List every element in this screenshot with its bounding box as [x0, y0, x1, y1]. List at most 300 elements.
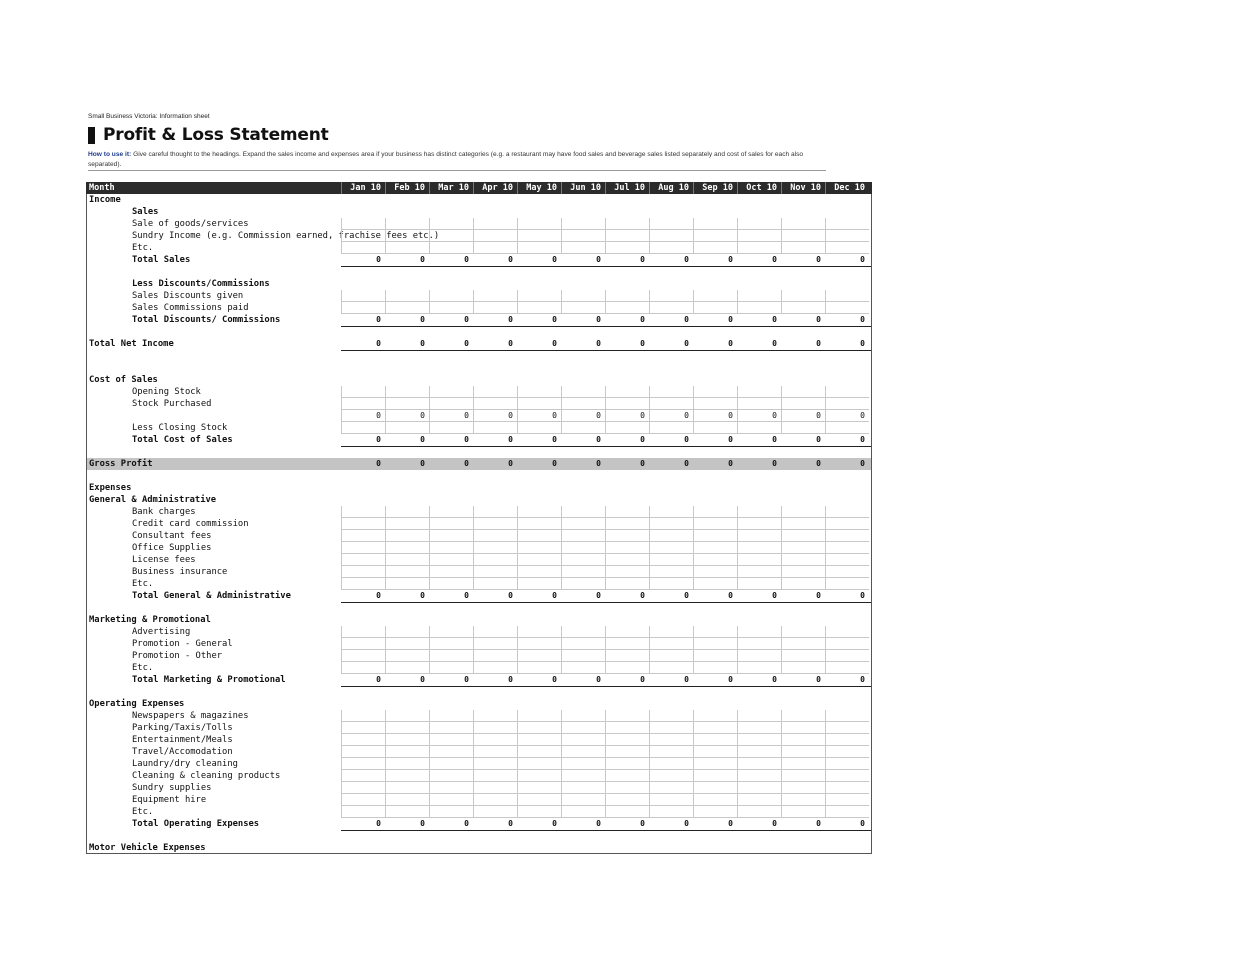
month-cell[interactable]: [561, 710, 605, 722]
month-cell[interactable]: [429, 230, 473, 242]
month-cell[interactable]: [517, 770, 561, 782]
month-cell[interactable]: [473, 518, 517, 530]
month-cell[interactable]: [737, 506, 781, 518]
month-cell[interactable]: [781, 794, 825, 806]
month-cell[interactable]: [649, 218, 693, 230]
month-cell[interactable]: [341, 242, 385, 254]
month-cell[interactable]: [473, 290, 517, 302]
month-cell[interactable]: [561, 578, 605, 590]
month-cell[interactable]: [649, 806, 693, 818]
month-cell[interactable]: [561, 734, 605, 746]
month-cell[interactable]: [517, 302, 561, 314]
month-cell[interactable]: [693, 230, 737, 242]
month-cell[interactable]: [605, 422, 649, 434]
month-cell[interactable]: [341, 734, 385, 746]
month-cell[interactable]: [429, 302, 473, 314]
month-cell[interactable]: [825, 290, 869, 302]
month-cell[interactable]: [385, 746, 429, 758]
month-cell[interactable]: [341, 710, 385, 722]
month-cell[interactable]: [693, 578, 737, 590]
month-cell[interactable]: [825, 578, 869, 590]
month-cell[interactable]: [825, 626, 869, 638]
month-cell[interactable]: [517, 530, 561, 542]
month-cell[interactable]: [737, 566, 781, 578]
month-cell[interactable]: [517, 542, 561, 554]
month-cell[interactable]: [693, 554, 737, 566]
month-cell[interactable]: [517, 230, 561, 242]
month-cell[interactable]: [825, 806, 869, 818]
month-cell[interactable]: [561, 806, 605, 818]
month-cell[interactable]: [693, 530, 737, 542]
month-cell[interactable]: [517, 710, 561, 722]
month-cell[interactable]: [649, 398, 693, 410]
month-cell[interactable]: [737, 782, 781, 794]
month-cell[interactable]: [473, 422, 517, 434]
month-cell[interactable]: [693, 746, 737, 758]
month-cell[interactable]: [649, 542, 693, 554]
month-cell[interactable]: [605, 782, 649, 794]
month-cell[interactable]: [385, 710, 429, 722]
month-cell[interactable]: [737, 542, 781, 554]
month-cell[interactable]: [693, 518, 737, 530]
month-cell[interactable]: [429, 530, 473, 542]
month-cell[interactable]: [473, 626, 517, 638]
month-cell[interactable]: [429, 770, 473, 782]
month-cell[interactable]: [385, 662, 429, 674]
month-cell[interactable]: [385, 782, 429, 794]
month-cell[interactable]: [605, 770, 649, 782]
month-cell[interactable]: [473, 794, 517, 806]
month-cell[interactable]: [605, 650, 649, 662]
month-cell[interactable]: [429, 626, 473, 638]
month-cell[interactable]: [605, 230, 649, 242]
month-cell[interactable]: [385, 806, 429, 818]
month-cell[interactable]: [693, 398, 737, 410]
month-cell[interactable]: [781, 398, 825, 410]
month-cell[interactable]: [737, 758, 781, 770]
month-cell[interactable]: [605, 242, 649, 254]
month-cell[interactable]: [341, 782, 385, 794]
month-cell[interactable]: [737, 770, 781, 782]
month-cell[interactable]: [561, 650, 605, 662]
month-cell[interactable]: [605, 530, 649, 542]
month-cell[interactable]: [561, 626, 605, 638]
month-cell[interactable]: [737, 302, 781, 314]
month-cell[interactable]: [341, 302, 385, 314]
month-cell[interactable]: [825, 734, 869, 746]
month-cell[interactable]: [737, 734, 781, 746]
month-cell[interactable]: [429, 506, 473, 518]
month-cell[interactable]: [649, 554, 693, 566]
month-cell[interactable]: [649, 386, 693, 398]
month-cell[interactable]: [693, 422, 737, 434]
month-cell[interactable]: [473, 242, 517, 254]
month-cell[interactable]: [385, 518, 429, 530]
month-cell[interactable]: [649, 734, 693, 746]
month-cell[interactable]: [737, 578, 781, 590]
month-cell[interactable]: [649, 650, 693, 662]
month-cell[interactable]: [385, 218, 429, 230]
month-cell[interactable]: [385, 542, 429, 554]
month-cell[interactable]: [473, 302, 517, 314]
month-cell[interactable]: [825, 242, 869, 254]
month-cell[interactable]: [385, 758, 429, 770]
month-cell[interactable]: [605, 626, 649, 638]
month-cell[interactable]: [341, 770, 385, 782]
month-cell[interactable]: [517, 626, 561, 638]
month-cell[interactable]: [781, 242, 825, 254]
month-cell[interactable]: [473, 530, 517, 542]
month-cell[interactable]: [825, 218, 869, 230]
month-cell[interactable]: [781, 542, 825, 554]
month-cell[interactable]: [341, 722, 385, 734]
month-cell[interactable]: [649, 626, 693, 638]
month-cell[interactable]: [517, 806, 561, 818]
month-cell[interactable]: [341, 794, 385, 806]
month-cell[interactable]: [825, 770, 869, 782]
month-cell[interactable]: [781, 422, 825, 434]
month-cell[interactable]: [693, 506, 737, 518]
month-cell[interactable]: [825, 650, 869, 662]
month-cell[interactable]: [649, 758, 693, 770]
month-cell[interactable]: [825, 746, 869, 758]
month-cell[interactable]: [605, 398, 649, 410]
month-cell[interactable]: [649, 530, 693, 542]
month-cell[interactable]: [737, 710, 781, 722]
month-cell[interactable]: [561, 722, 605, 734]
month-cell[interactable]: [737, 398, 781, 410]
month-cell[interactable]: [517, 746, 561, 758]
month-cell[interactable]: [561, 794, 605, 806]
month-cell[interactable]: [825, 530, 869, 542]
month-cell[interactable]: [473, 638, 517, 650]
month-cell[interactable]: [693, 710, 737, 722]
month-cell[interactable]: [429, 722, 473, 734]
month-cell[interactable]: [429, 710, 473, 722]
month-cell[interactable]: [385, 770, 429, 782]
month-cell[interactable]: [517, 566, 561, 578]
month-cell[interactable]: [429, 242, 473, 254]
month-cell[interactable]: [561, 218, 605, 230]
month-cell[interactable]: [385, 230, 429, 242]
month-cell[interactable]: [385, 566, 429, 578]
month-cell[interactable]: [473, 770, 517, 782]
month-cell[interactable]: [825, 782, 869, 794]
month-cell[interactable]: [341, 758, 385, 770]
month-cell[interactable]: [429, 806, 473, 818]
month-cell[interactable]: [429, 782, 473, 794]
month-cell[interactable]: [561, 662, 605, 674]
month-cell[interactable]: [781, 554, 825, 566]
month-cell[interactable]: [649, 794, 693, 806]
month-cell[interactable]: [429, 662, 473, 674]
month-cell[interactable]: [429, 734, 473, 746]
month-cell[interactable]: [429, 542, 473, 554]
month-cell[interactable]: [517, 218, 561, 230]
month-cell[interactable]: [825, 542, 869, 554]
month-cell[interactable]: [429, 578, 473, 590]
month-cell[interactable]: [649, 782, 693, 794]
month-cell[interactable]: [429, 422, 473, 434]
month-cell[interactable]: [341, 806, 385, 818]
month-cell[interactable]: [781, 578, 825, 590]
month-cell[interactable]: [473, 806, 517, 818]
month-cell[interactable]: [341, 542, 385, 554]
month-cell[interactable]: [693, 782, 737, 794]
month-cell[interactable]: [693, 662, 737, 674]
month-cell[interactable]: [385, 578, 429, 590]
month-cell[interactable]: [517, 290, 561, 302]
month-cell[interactable]: [385, 734, 429, 746]
month-cell[interactable]: [649, 506, 693, 518]
month-cell[interactable]: [561, 398, 605, 410]
month-cell[interactable]: [693, 806, 737, 818]
month-cell[interactable]: [781, 290, 825, 302]
month-cell[interactable]: [737, 554, 781, 566]
month-cell[interactable]: [649, 302, 693, 314]
month-cell[interactable]: [429, 566, 473, 578]
month-cell[interactable]: [473, 722, 517, 734]
month-cell[interactable]: [605, 794, 649, 806]
month-cell[interactable]: [825, 722, 869, 734]
month-cell[interactable]: [473, 386, 517, 398]
month-cell[interactable]: [649, 770, 693, 782]
month-cell[interactable]: [781, 662, 825, 674]
month-cell[interactable]: [649, 578, 693, 590]
month-cell[interactable]: [341, 218, 385, 230]
month-cell[interactable]: [561, 422, 605, 434]
month-cell[interactable]: [605, 710, 649, 722]
month-cell[interactable]: [341, 386, 385, 398]
month-cell[interactable]: [825, 422, 869, 434]
month-cell[interactable]: [781, 710, 825, 722]
month-cell[interactable]: [825, 302, 869, 314]
month-cell[interactable]: [781, 302, 825, 314]
month-cell[interactable]: [561, 506, 605, 518]
month-cell[interactable]: [649, 518, 693, 530]
month-cell[interactable]: [649, 290, 693, 302]
month-cell[interactable]: [429, 398, 473, 410]
month-cell[interactable]: [825, 506, 869, 518]
month-cell[interactable]: [341, 530, 385, 542]
month-cell[interactable]: [341, 650, 385, 662]
month-cell[interactable]: [649, 638, 693, 650]
month-cell[interactable]: [429, 554, 473, 566]
month-cell[interactable]: [429, 758, 473, 770]
month-cell[interactable]: [473, 554, 517, 566]
month-cell[interactable]: [781, 230, 825, 242]
month-cell[interactable]: [737, 218, 781, 230]
month-cell[interactable]: [605, 662, 649, 674]
month-cell[interactable]: [825, 230, 869, 242]
month-cell[interactable]: [473, 746, 517, 758]
month-cell[interactable]: [737, 386, 781, 398]
month-cell[interactable]: [341, 662, 385, 674]
month-cell[interactable]: [605, 578, 649, 590]
month-cell[interactable]: [517, 422, 561, 434]
month-cell[interactable]: [825, 398, 869, 410]
month-cell[interactable]: [693, 566, 737, 578]
month-cell[interactable]: [517, 638, 561, 650]
month-cell[interactable]: [737, 746, 781, 758]
month-cell[interactable]: [429, 518, 473, 530]
month-cell[interactable]: [693, 770, 737, 782]
month-cell[interactable]: [693, 650, 737, 662]
month-cell[interactable]: [737, 638, 781, 650]
month-cell[interactable]: [341, 554, 385, 566]
month-cell[interactable]: [385, 242, 429, 254]
month-cell[interactable]: [473, 566, 517, 578]
month-cell[interactable]: [605, 734, 649, 746]
month-cell[interactable]: [737, 662, 781, 674]
month-cell[interactable]: [693, 734, 737, 746]
month-cell[interactable]: [781, 722, 825, 734]
month-cell[interactable]: [825, 554, 869, 566]
month-cell[interactable]: [781, 530, 825, 542]
month-cell[interactable]: [781, 758, 825, 770]
month-cell[interactable]: [429, 218, 473, 230]
month-cell[interactable]: [693, 722, 737, 734]
month-cell[interactable]: [605, 542, 649, 554]
month-cell[interactable]: [385, 794, 429, 806]
month-cell[interactable]: [341, 398, 385, 410]
month-cell[interactable]: [649, 722, 693, 734]
month-cell[interactable]: [605, 554, 649, 566]
month-cell[interactable]: [605, 722, 649, 734]
month-cell[interactable]: [781, 518, 825, 530]
month-cell[interactable]: [693, 626, 737, 638]
month-cell[interactable]: [341, 230, 385, 242]
month-cell[interactable]: [737, 242, 781, 254]
month-cell[interactable]: [737, 806, 781, 818]
month-cell[interactable]: [649, 422, 693, 434]
month-cell[interactable]: [561, 530, 605, 542]
month-cell[interactable]: [385, 398, 429, 410]
month-cell[interactable]: [693, 386, 737, 398]
month-cell[interactable]: [429, 650, 473, 662]
month-cell[interactable]: [649, 662, 693, 674]
month-cell[interactable]: [341, 578, 385, 590]
month-cell[interactable]: [517, 662, 561, 674]
month-cell[interactable]: [341, 290, 385, 302]
month-cell[interactable]: [473, 506, 517, 518]
month-cell[interactable]: [605, 302, 649, 314]
month-cell[interactable]: [517, 554, 561, 566]
month-cell[interactable]: [385, 290, 429, 302]
month-cell[interactable]: [561, 554, 605, 566]
month-cell[interactable]: [429, 794, 473, 806]
month-cell[interactable]: [385, 302, 429, 314]
month-cell[interactable]: [737, 290, 781, 302]
month-cell[interactable]: [781, 806, 825, 818]
month-cell[interactable]: [385, 530, 429, 542]
month-cell[interactable]: [781, 218, 825, 230]
month-cell[interactable]: [385, 722, 429, 734]
month-cell[interactable]: [385, 650, 429, 662]
month-cell[interactable]: [781, 506, 825, 518]
month-cell[interactable]: [429, 638, 473, 650]
month-cell[interactable]: [649, 230, 693, 242]
month-cell[interactable]: [517, 518, 561, 530]
month-cell[interactable]: [473, 782, 517, 794]
month-cell[interactable]: [605, 806, 649, 818]
month-cell[interactable]: [517, 398, 561, 410]
month-cell[interactable]: [561, 302, 605, 314]
month-cell[interactable]: [825, 662, 869, 674]
month-cell[interactable]: [473, 230, 517, 242]
month-cell[interactable]: [737, 530, 781, 542]
month-cell[interactable]: [693, 758, 737, 770]
month-cell[interactable]: [341, 518, 385, 530]
month-cell[interactable]: [649, 710, 693, 722]
month-cell[interactable]: [693, 638, 737, 650]
month-cell[interactable]: [341, 746, 385, 758]
month-cell[interactable]: [825, 566, 869, 578]
month-cell[interactable]: [429, 386, 473, 398]
month-cell[interactable]: [561, 746, 605, 758]
month-cell[interactable]: [825, 518, 869, 530]
month-cell[interactable]: [605, 638, 649, 650]
month-cell[interactable]: [385, 554, 429, 566]
month-cell[interactable]: [473, 542, 517, 554]
month-cell[interactable]: [341, 638, 385, 650]
month-cell[interactable]: [341, 566, 385, 578]
month-cell[interactable]: [825, 710, 869, 722]
month-cell[interactable]: [737, 626, 781, 638]
month-cell[interactable]: [737, 518, 781, 530]
month-cell[interactable]: [825, 386, 869, 398]
month-cell[interactable]: [385, 626, 429, 638]
month-cell[interactable]: [429, 290, 473, 302]
month-cell[interactable]: [429, 746, 473, 758]
month-cell[interactable]: [561, 542, 605, 554]
month-cell[interactable]: [825, 794, 869, 806]
month-cell[interactable]: [693, 542, 737, 554]
month-cell[interactable]: [561, 638, 605, 650]
month-cell[interactable]: [781, 638, 825, 650]
month-cell[interactable]: [473, 398, 517, 410]
month-cell[interactable]: [605, 758, 649, 770]
month-cell[interactable]: [605, 218, 649, 230]
month-cell[interactable]: [737, 794, 781, 806]
month-cell[interactable]: [561, 230, 605, 242]
month-cell[interactable]: [561, 782, 605, 794]
month-cell[interactable]: [781, 770, 825, 782]
month-cell[interactable]: [693, 218, 737, 230]
month-cell[interactable]: [385, 638, 429, 650]
month-cell[interactable]: [605, 506, 649, 518]
month-cell[interactable]: [781, 386, 825, 398]
month-cell[interactable]: [737, 722, 781, 734]
month-cell[interactable]: [561, 386, 605, 398]
month-cell[interactable]: [517, 734, 561, 746]
month-cell[interactable]: [517, 758, 561, 770]
month-cell[interactable]: [517, 722, 561, 734]
month-cell[interactable]: [473, 758, 517, 770]
month-cell[interactable]: [781, 626, 825, 638]
month-cell[interactable]: [385, 506, 429, 518]
month-cell[interactable]: [825, 758, 869, 770]
month-cell[interactable]: [605, 746, 649, 758]
month-cell[interactable]: [341, 626, 385, 638]
month-cell[interactable]: [473, 710, 517, 722]
month-cell[interactable]: [517, 794, 561, 806]
month-cell[interactable]: [649, 566, 693, 578]
month-cell[interactable]: [385, 422, 429, 434]
month-cell[interactable]: [605, 566, 649, 578]
month-cell[interactable]: [605, 386, 649, 398]
month-cell[interactable]: [781, 566, 825, 578]
